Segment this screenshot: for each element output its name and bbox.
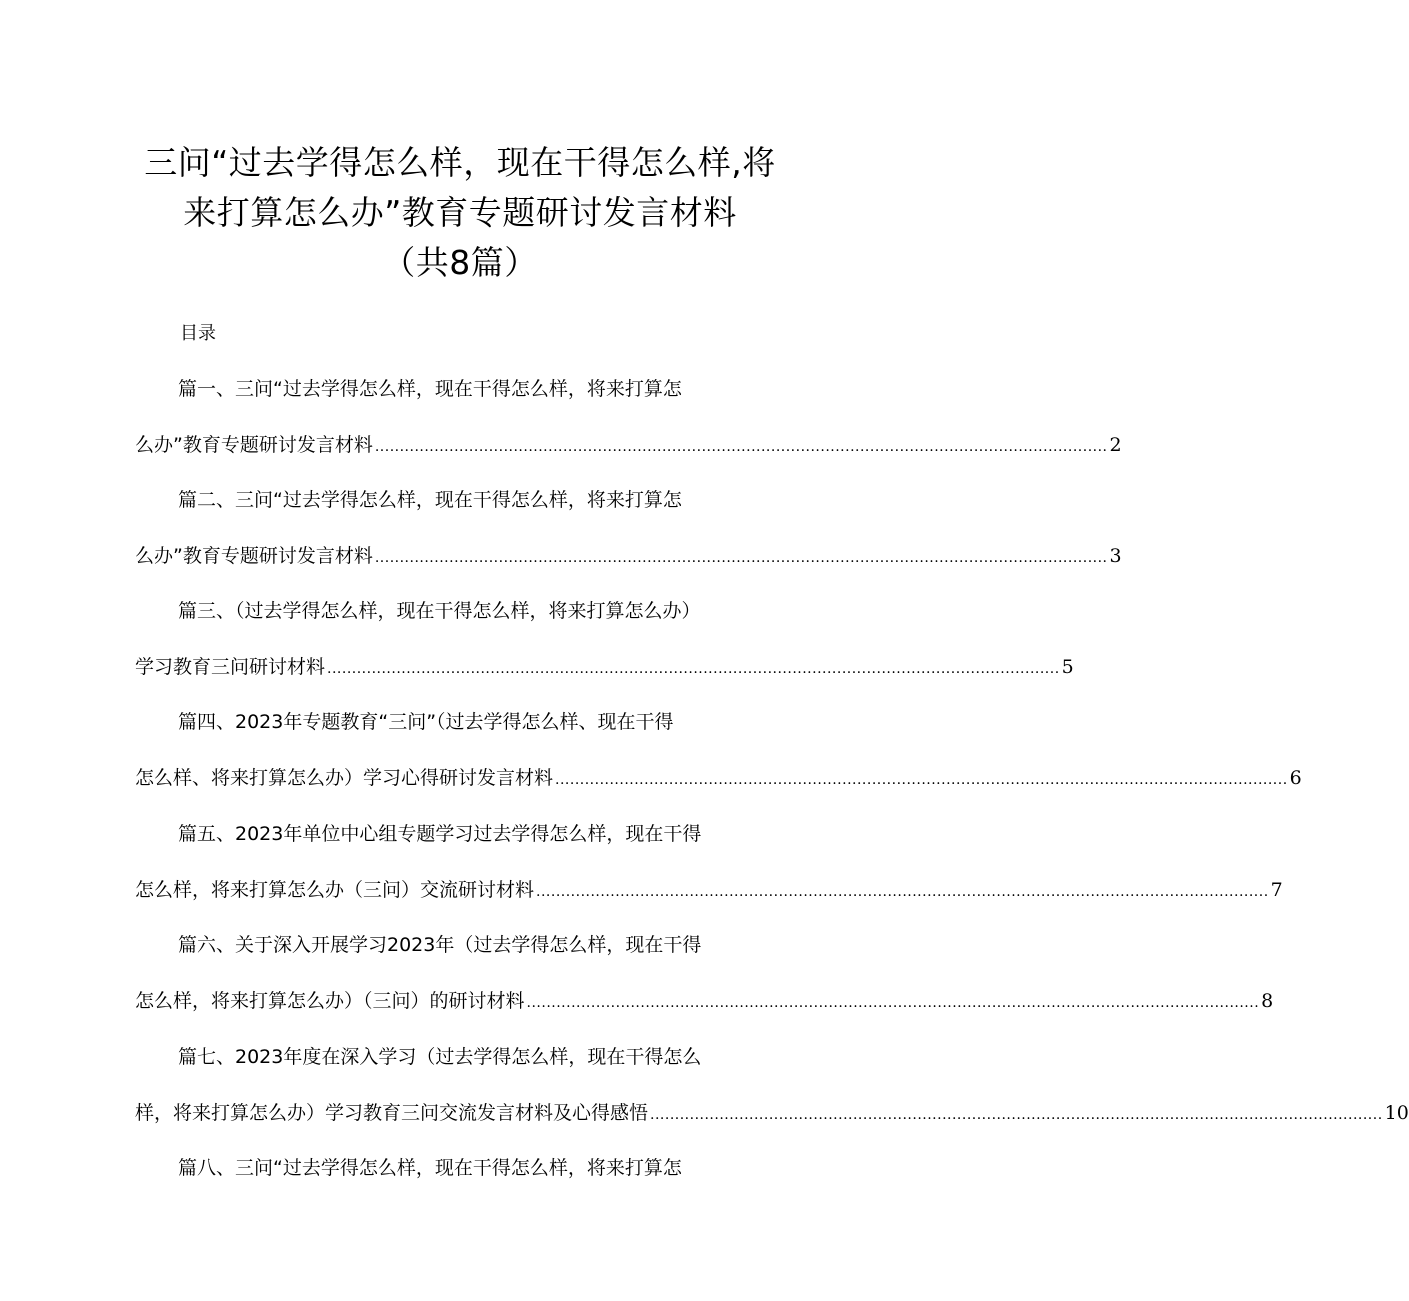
toc-entry[interactable] (135, 361, 1122, 473)
toc-leader-dots: .................................................................................................................................................... (327, 661, 1060, 677)
toc-page-number: 7 (1270, 879, 1283, 901)
toc-entry-title-cont: 怎么样，将来打算怎么办）（三问）的研讨材料 (135, 990, 525, 1012)
toc-entry-title: 篇三、（过去学得怎么样，现在干得怎么样，将来打算怎么办） (178, 600, 701, 622)
toc-entry-title-cont: 样，将来打算怎么办）学习教育三问交流发言材料及心得感悟 (135, 1102, 649, 1124)
toc-entry-continuation (135, 862, 1283, 918)
toc-entry[interactable] (135, 472, 1122, 584)
toc-entry-title: 篇八、三问“过去学得怎么样，现在干得怎么样，将来打算怎 (178, 1157, 682, 1179)
toc-entry[interactable] (135, 806, 1283, 918)
toc-entry-title: 篇五、2023年单位中心组专题学习过去学得怎么样，现在干得 (178, 823, 702, 845)
toc-entry[interactable] (135, 583, 1074, 695)
toc-page-number: 2 (1109, 434, 1122, 456)
document-title (100, 138, 820, 288)
toc-entry-title: 篇四、2023年专题教育“三问”（过去学得怎么样、现在干得 (178, 711, 674, 733)
toc-entry-title: 篇七、2023年度在深入学习（过去学得怎么样，现在干得怎么 (178, 1046, 702, 1068)
toc-leader-dots: .................................................................................................................................................... (374, 550, 1108, 566)
toc-entry-title-cont: 学习教育三问研讨材料 (135, 656, 326, 678)
toc-entry-continuation (135, 528, 1122, 584)
toc-page-number: 6 (1289, 767, 1302, 789)
toc-entry-continuation (135, 639, 1074, 695)
toc-leader-dots: .................................................................................................................................................... (555, 772, 1288, 788)
toc-leader-dots: .................................................................................................................................................... (526, 995, 1260, 1011)
toc-page-number: 3 (1109, 545, 1122, 567)
toc-page-number: 10 (1384, 1102, 1409, 1124)
toc-entry-title-cont: 么办”教育专题研讨发言材料 (135, 545, 373, 567)
toc-entry-continuation (135, 750, 1302, 806)
toc-entry[interactable] (135, 1029, 1409, 1141)
toc-entry-title: 篇一、三问“过去学得怎么样，现在干得怎么样，将来打算怎 (178, 378, 682, 400)
toc-entry-title-cont: 怎么样，将来打算怎么办（三问）交流研讨材料 (135, 879, 535, 901)
toc-page-number: 8 (1261, 990, 1274, 1012)
title-line-3: （共8篇） (382, 243, 538, 282)
toc-leader-dots: .................................................................................................................................................... (374, 439, 1108, 455)
toc-entry-continuation (135, 973, 1274, 1029)
toc-entry-title: 篇二、三问“过去学得怎么样，现在干得怎么样，将来打算怎 (178, 489, 682, 511)
toc-entry-title: 篇六、关于深入开展学习2023年（过去学得怎么样，现在干得 (178, 934, 702, 956)
title-line-1: 三问“过去学得怎么样，现在干得怎么样,将 (144, 143, 776, 182)
toc-page-number: 5 (1061, 656, 1074, 678)
toc-heading: 目录 (180, 323, 216, 344)
toc-leader-dots: .................................................................................................................................................... (536, 884, 1269, 900)
toc-entry-title-cont: 么办”教育专题研讨发言材料 (135, 434, 373, 456)
toc-entry[interactable] (135, 917, 1274, 1029)
toc-entry-title-cont: 怎么样、将来打算怎么办）学习心得研讨发言材料 (135, 767, 554, 789)
toc-entry-continuation (135, 417, 1122, 473)
toc-entry[interactable] (135, 694, 1302, 806)
title-line-2: 来打算怎么办”教育专题研讨发言材料 (183, 193, 737, 232)
toc-entry[interactable] (135, 1140, 775, 1196)
toc-entry-continuation (135, 1085, 1409, 1141)
toc-leader-dots: .................................................................................................................................................... (650, 1107, 1383, 1123)
